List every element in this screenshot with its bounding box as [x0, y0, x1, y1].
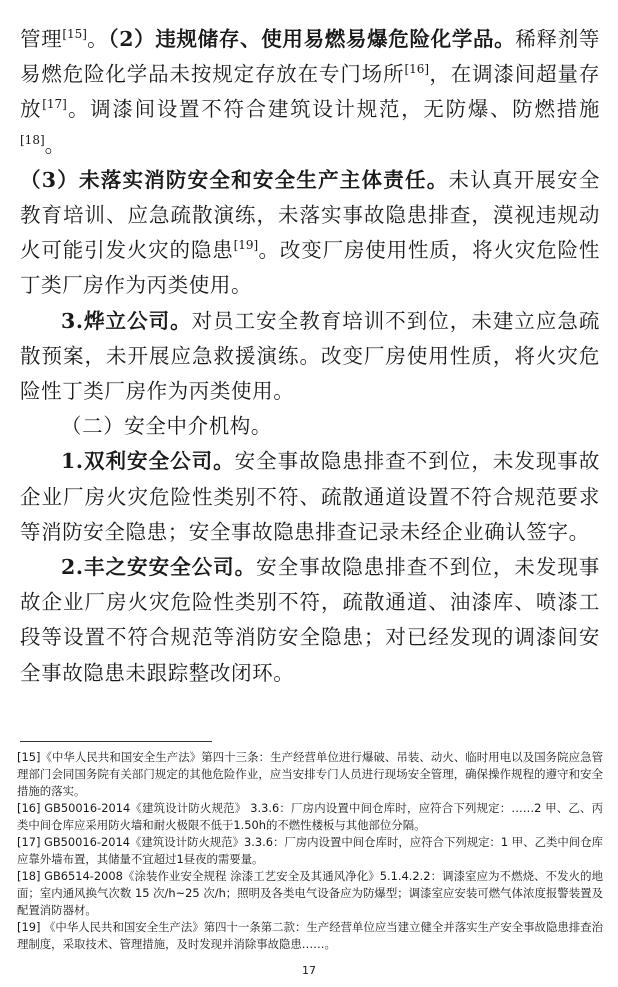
text-run: 对员工安全教育培训不到位，未建立应急疏散预案，未开展应急救援演练。改变厂房使用性质，将火灾危险性丁类厂房作为丙类使用。 [20, 308, 600, 404]
page-number: 17 [302, 964, 316, 977]
footnote-ref-16[interactable]: [16] [404, 62, 430, 77]
text-run: 。改变厂房使用性质，将火灾危险性丁类厂房作为丙类使用。 [20, 238, 601, 298]
footnote-ref-17[interactable]: [17] [42, 97, 67, 112]
body-text [20, 22, 600, 691]
company-heading-yeli: 3.烨立公司。 [61, 308, 192, 333]
paragraph-yeli-company [20, 304, 600, 410]
footnote-ref-18[interactable]: [18] [20, 132, 45, 147]
footnote-17: [17] GB50016-2014《建筑设计防火规范》3.3.6：厂房内设置中间仓库时，应符合下列规定：1 甲、乙类中间仓库应靠外墙布置，其储量不宜超过1昼夜的需要量。 [17, 835, 603, 866]
footnote-16: [16] GB50016-2014《建筑设计防火规范》 3.3.6：厂房内设置中间仓库时，应符合下列规定：……2 甲、乙、丙类中间仓库应采用防火墙和耐火极限不低于1.50h的不燃性楼板与其他部位分隔。 [17, 801, 603, 832]
company-heading-fengzhian: 2.丰之安安全公司。 [61, 555, 257, 580]
footnote-19: [19] 《中华人民共和国安全生产法》第四十一条第二款：生产经营单位应当建立健全并落实生产安全事故隐患排查治理制度，采取技术、管理措施，及时发现并消除事故隐患……。 [17, 920, 603, 951]
text-run: （二）安全中介机构。 [61, 414, 272, 439]
text-run: 安全事故隐患排查不到位，未发现事故企业厂房火灾危险性类别不符、疏散通道设置不符合规范要求等消防安全隐患；安全事故隐患排查记录未经企业确认签字。 [20, 449, 600, 544]
text-run: 未认真开展安全教育培训、应急疏散演练，未落实事故隐患排查，漠视违规动火可能引发火灾的隐患 [20, 167, 600, 263]
section-heading-intermediaries [20, 409, 600, 444]
footnote-ref-19[interactable]: [19] [233, 238, 259, 253]
paragraph-fengzhian-company [20, 550, 600, 691]
text-run: 稀释剂等易燃危险化学品未按规定存放在专门场所 [20, 27, 600, 87]
footnote-18: [18] GB6514-2008《涂装作业安全规程 涂漆工艺安全及其通风净化》5.1.4.2.2：调漆室应为不燃烧、不发火的地面；室内通风换气次数 15 次/h~25 次/h；照明及各类电气设备应为防爆型；调漆室应安装可燃气体浓度报警装置及配置消防器材。 [17, 869, 603, 917]
text-run: ，在调漆间超量存放 [20, 62, 600, 122]
paragraph-responsibility [20, 163, 600, 304]
text-run: 。 [87, 27, 109, 51]
text-run: 。 [44, 132, 66, 157]
footnote-ref-15[interactable]: [15] [62, 27, 87, 41]
paragraph-shuangli-company [20, 444, 600, 550]
section-heading-2: （2）违规储存、使用易燃易爆危险化学品。 [108, 27, 516, 51]
text-run: 。调漆间设置不符合建筑设计规范，无防爆、防燃措施 [66, 97, 600, 122]
footnote-separator [20, 741, 212, 742]
text-run: 安全事故隐患排查不到位，未发现事故企业厂房火灾危险性类别不符，疏散通道、油漆库、喷漆工段等设置不符合规范等消防安全隐患；对已经发现的调漆间安全事故隐患未跟踪整改闭环。 [20, 555, 600, 685]
company-heading-shuangli: 1.双利安全公司。 [61, 449, 235, 474]
footnotes [17, 749, 603, 953]
footnote-15: [15]《中华人民共和国安全生产法》第四十三条：生产经营单位进行爆破、吊装、动火、临时用电以及国务院应急管理部门会同国务院有关部门规定的其他危险作业，应当安排专门人员进行现场安全管理，确保操作规程的遵守和安全措施的落实。 [17, 750, 603, 798]
section-heading-3: （3）未落实消防安全和安全生产主体责任。 [20, 167, 449, 192]
text-run: 管理 [20, 27, 63, 51]
paragraph-chemicals [20, 22, 600, 163]
